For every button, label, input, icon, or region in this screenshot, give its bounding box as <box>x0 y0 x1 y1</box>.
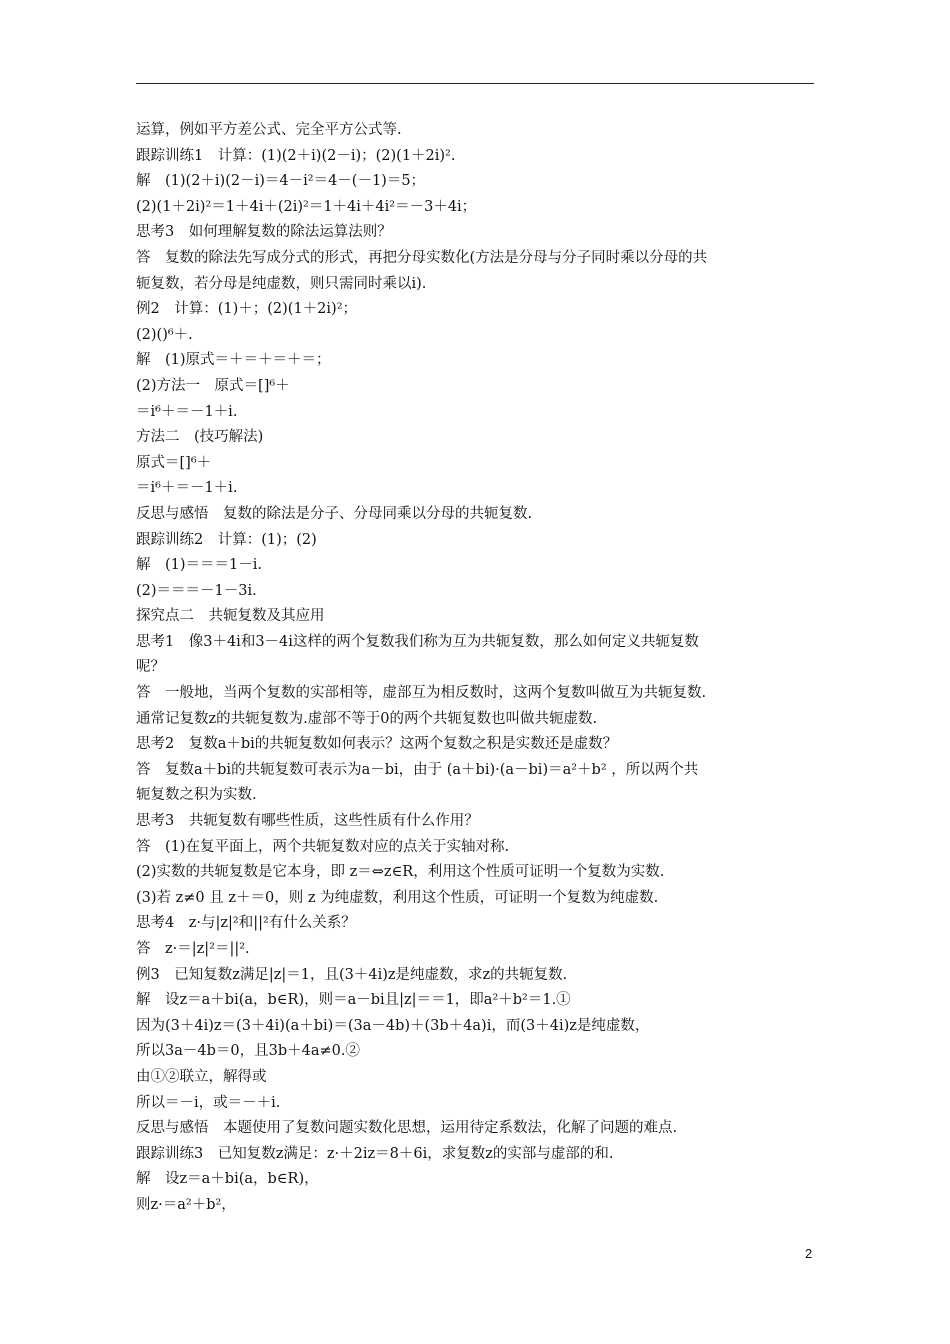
header-rule <box>136 83 814 84</box>
text-line: ＝i⁶＋＝－1＋i. <box>136 403 238 420</box>
text-line: 解 (1)＝＝＝1－i. <box>136 557 263 574</box>
text-line: (3)若 z≠0 且 z＋＝0，则 z 为纯虚数，利用这个性质，可证明一个复数为纯虚数. <box>136 889 659 906</box>
text-line: (2)(1＋2i)²＝1＋4i＋(2i)²＝1＋4i＋4i²＝－3＋4i； <box>136 198 477 215</box>
text-line: 思考3 如何理解复数的除法运算法则？ <box>136 224 392 241</box>
text-line: 反思与感悟 复数的除法是分子、分母同乘以分母的共轭复数. <box>136 505 533 522</box>
text-line: ＝i⁶＋＝－1＋i. <box>136 480 238 497</box>
text-line: 跟踪训练3 已知复数z满足：z·＋2iz＝8＋6i，求复数z的实部与虚部的和. <box>136 1145 614 1162</box>
text-line: 思考1 像3＋4i和3－4i这样的两个复数我们称为互为共轭复数，那么如何定义共轭复数 <box>136 633 699 650</box>
text-line: 跟踪训练1 计算：(1)(2＋i)(2－i)；(2)(1＋2i)². <box>136 147 456 164</box>
section-heading: 探究点二 共轭复数及其应用 <box>136 608 325 625</box>
text-line: 思考4 z·与|z|²和||²有什么关系？ <box>136 915 356 932</box>
text-line: 轭复数之积为实数. <box>136 787 257 804</box>
text-line: 答 一般地，当两个复数的实部相等，虚部互为相反数时，这两个复数叫做互为共轭复数. <box>136 685 707 702</box>
text-line: 思考3 共轭复数有哪些性质，这些性质有什么作用？ <box>136 813 479 830</box>
text-line: (2)实数的共轭复数是它本身，即 z＝⇔z∈R，利用这个性质可证明一个复数为实数. <box>136 864 665 881</box>
text-line: (2)方法一 原式＝[]⁶＋ <box>136 377 290 394</box>
text-line: 答 复数a＋bi的共轭复数可表示为a－bi，由于 (a＋bi)·(a－bi)＝a²＋b² ，所以两个共 <box>136 761 699 778</box>
text-line: 则z·＝a²＋b²， <box>136 1196 236 1213</box>
document-body <box>136 118 816 1219</box>
text-line: 跟踪训练2 计算：(1)；(2) <box>136 531 317 548</box>
text-line: 通常记复数z的共轭复数为.虚部不等于0的两个共轭复数也叫做共轭虚数. <box>136 710 598 727</box>
text-line: (2)＝＝＝－1－3i. <box>136 582 257 599</box>
text-line: 答 复数的除法先写成分式的形式，再把分母实数化(方法是分母与分子同时乘以分母的共 <box>136 249 708 266</box>
text-line: 解 (1)原式＝＋＝＋＝＋＝； <box>136 352 331 369</box>
text-line: 运算，例如平方差公式、完全平方公式等. <box>136 122 402 138</box>
text-line: 轭复数，若分母是纯虚数，则只需同时乘以i). <box>136 275 427 292</box>
text-line: 答 z·＝|z|²＝||². <box>136 941 250 957</box>
page-number: 2 <box>805 1246 813 1261</box>
text-line: 因为(3＋4i)z＝(3＋4i)(a＋bi)＝(3a－4b)＋(3b＋4a)i，而(3＋4i)z是纯虚数， <box>136 1017 650 1034</box>
text-line: 例2 计算：(1)＋；(2)(1＋2i)²； <box>136 301 358 318</box>
text-line: 所以＝－i，或＝－＋i. <box>136 1094 281 1111</box>
text-line: 所以3a－4b＝0，且3b＋4a≠0.② <box>136 1043 360 1060</box>
text-line: 反思与感悟 本题使用了复数问题实数化思想，运用待定系数法，化解了问题的难点. <box>136 1120 678 1137</box>
text-line: 由①②联立，解得或 <box>136 1068 267 1085</box>
text-line: 思考2 复数a＋bi的共轭复数如何表示？这两个复数之积是实数还是虚数？ <box>136 736 618 753</box>
text-line: 解 (1)(2＋i)(2－i)＝4－i²＝4－(－1)＝5； <box>136 173 426 190</box>
text-line: 呢？ <box>136 659 165 676</box>
text-line: 答 (1)在复平面上，两个共轭复数对应的点关于实轴对称. <box>136 838 510 855</box>
text-line: 方法二 (技巧解法) <box>136 429 264 446</box>
text-line: 原式＝[]⁶＋ <box>136 454 212 471</box>
text-line: (2)()⁶＋. <box>136 326 193 343</box>
text-line: 解 设z＝a＋bi(a，b∈R)， <box>136 1171 319 1188</box>
text-line: 解 设z＝a＋bi(a，b∈R)，则＝a－bi且|z|＝＝1，即a²＋b²＝1.① <box>136 992 571 1009</box>
text-line: 例3 已知复数z满足|z|＝1，且(3＋4i)z是纯虚数，求z的共轭复数. <box>136 966 568 983</box>
